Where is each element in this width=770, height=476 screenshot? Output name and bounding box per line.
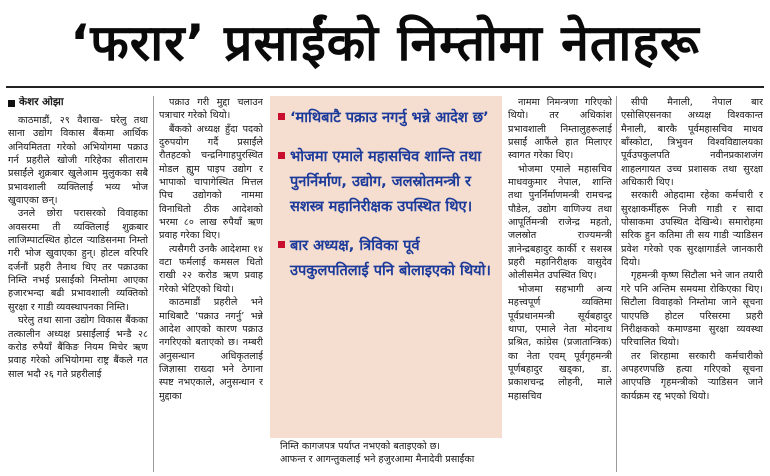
paragraph: गृहमन्त्री कृष्ण सिटौला भने जान तयारी गरे पनि अन्तिम समयमा रोकिएका थिए। सिटौला विवाहको निम्तोमा जाने सूचना पाएपछि होटल परिसरमा प्रहरी निरीक्षकको कमाण्डमा सुरक्षा व्यवस्था परिचालित थियो। (621, 270, 763, 349)
pullquote-box (270, 96, 502, 438)
headline: ‘फरार’ प्रसाईंको निम्तोमा नेताहरू (70, 14, 700, 72)
paragraph: काठमाडौं प्रहरीले भने माथिबाटै ‘पक्राउ नगर्नु’ भन्ने आदेश आएको कारण पक्राउ नगरिएको बताएको छ। नम्बरी अनुसन्धान अधिकृतलाई जिज्ञासा राख्दा भने ठेगाना स्पष्ट नभएकाले, अनुसन्धान र मुद्दाका (159, 297, 263, 402)
paragraph: काठमाडौं, २९ वैशाख- घरेलु तथा साना उद्योग विकास बैंकमा आर्थिक अनियमितता गरेको अभियोगमा पक्राउ गर्न प्रहरीले खोजी गरिहेका सीताराम प्रसाईंले शुक्रबार खुलेआम मुलुकका सबै प्रभावशाली व्यक्तिलाई भव्य भोज खुवाएका छन्। (8, 115, 148, 207)
pullquote-item (278, 144, 494, 219)
pullquote-text: बार अध्यक्ष, त्रिविका पूर्व उपकुलपतिलाई पनि बोलाइएको थियो। (290, 237, 491, 279)
paragraph: पक्राउ गरी मुद्दा चलाउन पत्राचार गरेको थियो। (159, 97, 263, 122)
column-2 (159, 96, 263, 472)
column-below-box (270, 440, 502, 474)
square-bullet-icon (278, 113, 285, 120)
column-3 (508, 96, 612, 472)
pullquote-text: भोजमा एमाले महासचिव शान्ति तथा पुनर्निर्माण, उद्योग, जलस्रोतमन्त्री र सशस्त्र महानिरीक्षक उपस्थित थिए। (290, 148, 482, 215)
pullquote-item (278, 233, 494, 283)
pullquote-item (278, 105, 494, 130)
byline-name: केशर ओझा (19, 96, 64, 109)
column-4 (621, 96, 763, 472)
paragraph: भोजमा एमाले महासचिव माधवकुमार नेपाल, शान्ति तथा पुनर्निर्माणमन्त्री रामचन्द्र पौडेल, उद्योग वाणिज्य तथा आपूर्तिमन्त्री राजेन्द्र महतो, जलस्रोत राज्यमन्त्री ज्ञानेन्द्रबहादुर कार्की र सशस्त्र प्रहरी महानिरीक्षक वासुदेव ओलीसमेत उपस्थित थिए। (508, 163, 612, 282)
paragraph: तर शिरहामा सरकारी कर्मचारीको अपहरणपछि हत्या गरिएको सूचना आएपछि गृहमन्त्रीको र्‍याडिसन जाने कार्यक्रम रद्द भएको थियो। (621, 350, 763, 402)
paragraph: घरेलु तथा साना उद्योग विकास बैंकका तत्कालीन अध्यक्ष प्रसाईंलाई भन्डै २८ करोड रुपैयाँ बैंकिङ नियम मिचेर ऋण प्रवाह गरेको अभियोगमा राष्ट्र बैंकले गत साल भदौ २६ गते प्रहरीलाई (8, 315, 148, 380)
paragraph: नाममा निमन्त्रणा गरिएको थियो। तर अधिकांश प्रभावशाली निम्तालुहरूलाई प्रसाईं आफैंले हात मिलाएर स्वागत गरेका थिए। (508, 97, 612, 162)
column-1 (8, 96, 148, 472)
pullquote-text: ‘माथिबाटै पक्राउ नगर्नु भन्ने आदेश छ’ (290, 109, 489, 126)
headline-rule (6, 86, 764, 88)
paragraph: उनले छोरा परासरको विवाहका अवसरमा ती व्यक्तिलाई शुक्रबार लाजिम्पाटस्थित होटल र्‍याडिसनमा निम्तो गरी भोज खुवाएका हुन्। होटल वरिपरि दर्जनौं प्रहरी तैनाथ थिए तर पक्राउका निम्ति नभई प्रसाईंको निम्तोमा आएका हजारभन्दा बढी प्रभावशाली व्यक्तिको सुरक्षा र गाडी व्यवस्थापनका निम्ति। (8, 208, 148, 313)
paragraph: बैंकको अध्यक्ष हुँदा पदको दुरुपयोग गर्दै प्रसाईंले रौतहटको चन्द्रनिगाहपुरस्थित मोडल ह्युम पाइप उद्योग र भापाको चापागेस्थित मित्तल पिच उद्योगको नाममा विनाधितो ठीक आदेशको भरमा ८० लाख रुपैयाँ ऋण प्रवाह गरेका थिए। (159, 123, 263, 242)
square-bullet-icon (278, 152, 285, 159)
paragraph: निम्ति कागजपत्र पर्याप्त नभएको बताइएको छ। (280, 441, 441, 452)
column-divider (153, 96, 154, 472)
paragraph: त्यसैगरी उनकै आदेशमा १४ वटा फर्मलाई कमसल धितो राखी २२ करोड ऋण प्रवाह गरेको भेटिएको थियो। (159, 243, 263, 295)
paragraph: आफन्त र आगन्तुकलाई भने हजुरआमा मैनादेवी प्रसाईंका (280, 454, 475, 466)
paragraph: भोजमा सहभागी अन्य महत्त्वपूर्ण व्यक्तिमा पूर्वप्रधानमन्त्री सूर्यबहादुर थापा, एमाले नेता मोदनाथ प्रश्रित, कांग्रेस (प्रजातान्त्रिक) का नेता एवम् पूर्वगृहमन्त्री पूर्णबहादुर खड्का, डा. प्रकाशचन्द्र लोहनी, माले महासचिव (508, 283, 612, 402)
paragraph: सीपी मैनाली, नेपाल बार एसोसिएसनका अध्यक्ष विश्वकान्त मैनाली, बारकै पूर्वमहासचिव माधव बाँस्कोटा, त्रिभुवन विश्वविद्यालयका पूर्वउपकुलपति नवीनप्रकाशजंग शाहलगायत उच्च प्रशासक तथा सुरक्षा अधिकारी थिए। (621, 97, 763, 189)
byline-square-icon (8, 100, 15, 107)
square-bullet-icon (278, 241, 285, 248)
byline (8, 96, 148, 110)
paragraph: सरकारी ओहदामा रहेका कर्मचारी र सुरक्षाकर्मीहरू निजी गाडी र सादा पोसाकमा उपस्थित देखिन्थे। समारोहमा सरिक हुन कतिमा ती सय गाडी र्‍याडिसन प्रवेश गरेको एक सुरक्षागार्डले जानकारी दियो। (621, 190, 763, 269)
column-divider (616, 96, 617, 472)
